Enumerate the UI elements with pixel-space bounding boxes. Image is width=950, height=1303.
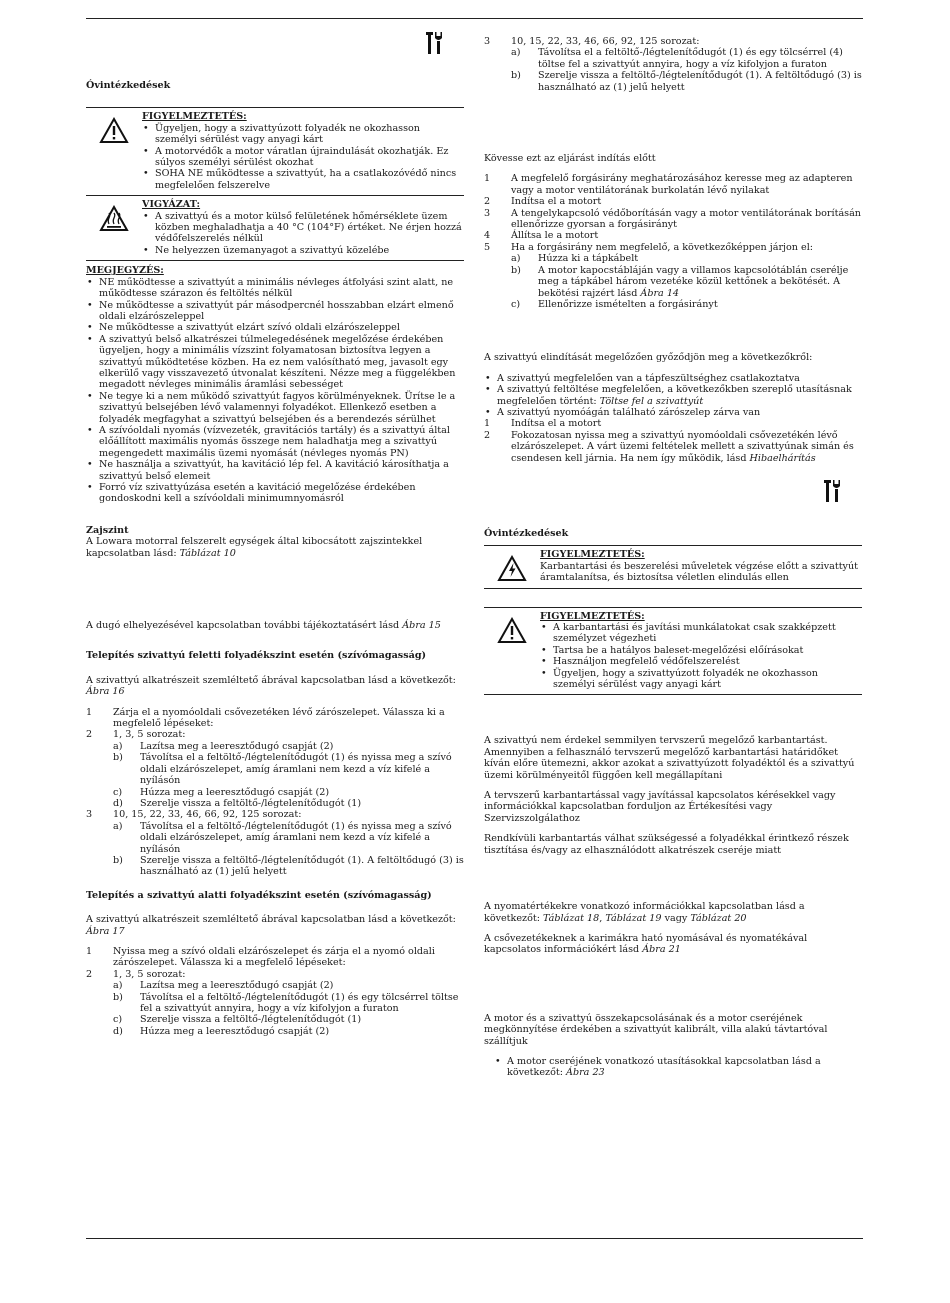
torque-paragraph: A nyomatértékekre vonatkozó információkkal kapcsolatban lásd a következőt: Táblázat 18, Táblázat 19 vagy Táblázat 20	[484, 901, 805, 924]
note-item: • Ne használja a szivattyút, ha kavitáció lép fel. A kavitáció károsíthatja a szivattyú belső elemeit	[86, 459, 464, 482]
step-item: 2 1, 3, 5 sorozat: a) Lazítsa meg a leeresztődugó csapját (2) b) Távolítsa el a feltöltő-/légtelenítődugót (1) és nyissa meg a szívó oldali elzárószelepet, amíg áramlani nem kezd a víz kifelé a nyílásón c) Húzza meg a leeresztődugó csapját (2) d) Szerelje vissza a feltöltő-/légtelenítődugót (1)	[86, 729, 464, 809]
electrical-warning-box	[484, 545, 862, 588]
step-item: 2 1, 3, 5 sorozat: a) Lazítsa meg a leeresztődugó csapját (2) b) Távolítsa el a feltöltő-/légtelenítődugót (1) és egy tölcsérrel töltse fel a szivattyút annyira, hogy a víz kifolyjon a furaton c) Szerelje vissza a feltöltő-/légtelenítődugót (1) d) Húzza meg a leeresztődugó csapját (2)	[86, 969, 464, 1037]
step-item: 3 A tengelykapcsoló védőborításán vagy a motor ventilátorának borításán ellenőrizze gyorsan a forgásirányt	[484, 207, 861, 231]
step-item: 2 Fokozatosan nyissa meg a szivattyú nyomóoldali csővezetékén lévő elzárószelepet. A várt üzemi feltételek mellett a szivattyúnak simán és csendesen kell járnia. Ha nem így működik, lásd Hibaelhárítás	[484, 429, 854, 464]
install-below-steps	[86, 946, 464, 1037]
note-title: MEGJEGYZÉS:	[86, 265, 164, 277]
plug-ref-link[interactable]: Ábra 15	[402, 620, 441, 632]
install-above-ref-link[interactable]: Ábra 16	[86, 686, 125, 698]
install-below-heading: Telepítés a szivattyú alatti folyadékszint esetén (szívómagasság)	[86, 889, 432, 901]
maintenance-paragraph: A tervszerű karbantartással vagy javítással kapcsolatos kérésekkel vagy információkkal kapcsolatban forduljon az Értékesítési vagy Szervizszolgálathoz	[484, 790, 836, 824]
substep-item: b) Szerelje vissza a feltöltő-/légtelenítődugót (1). A feltöltődugó (3) is használható az (1) jelű helyett	[511, 70, 862, 93]
warning-box	[86, 107, 464, 196]
rotation-steps	[484, 173, 862, 310]
substep-item: a) Távolítsa el a feltöltő-/légtelenítődugót (1) és egy tölcsérrel (4) töltse fel a szivattyút annyira, hogy a víz kifolyjon a furaton	[511, 47, 843, 70]
warning-item: • A motorvédők a motor váratlan újraindulását okozhatják. Ez súlyos személyi sérülést okozhat	[142, 146, 464, 169]
substep-item: c) Húzza meg a leeresztődugó csapját (2)	[113, 786, 330, 798]
step-item: 1 Nyissa meg a szívó oldali elzárószelepet és zárja el a nyomó oldali zárószelepet. Válassza ki a megfelelő lépéseket:	[86, 945, 435, 969]
substep-item: d) Húzza meg a leeresztődugó csapját (2)	[113, 1025, 330, 1037]
warning-text: Karbantartási és beszerelési műveletek végzése előtt a szivattyút áramtalanítsa, és biztosítsa véletlen elindulás ellen	[540, 560, 859, 584]
check-item: • A szivattyú nyomóágán található zárószelep zárva van	[484, 407, 862, 418]
note-item: • Ne tegye ki a nem működő szivattyút fagyos körülményeknek. Ürítse le a szivattyú belsejében lévő valamennyi folyadékot. Ellenkező esetben a folyadék megfagyhat a szivattyú belsejében és a berendezés sérülhet	[86, 391, 464, 425]
substep-item: d) Szerelje vissza a feltöltő-/légtelenítődugót (1)	[113, 797, 362, 809]
check-item: • A szivattyú megfelelően van a tápfeszültséghez csatlakoztatva	[484, 373, 862, 384]
noise-ref-link[interactable]: Táblázat 10	[179, 547, 236, 559]
note-item: • NE működtesse a szivattyút a minimális névleges átfolyási szint alatt, ne működtesse szárazon és feltöltés nélkül	[86, 277, 464, 300]
caution-item: • A szivattyú és a motor külső felületének hőmérséklete üzem közben meghaladhatja a 40 °C (104°F) értéket. Ne érjen hozzá védőfelszerelés nélkül	[142, 211, 464, 245]
torque-ref-link[interactable]: Táblázat 19	[605, 912, 662, 924]
note-item: • Forró víz szivattyúzása esetén a kavitáció megelőzése érdekében gondoskodni kell a szívóoldali minimumnyomásról	[86, 482, 464, 505]
warning-title: FIGYELMEZTETÉS:	[142, 111, 247, 123]
bottom-rule	[86, 1238, 863, 1239]
substep-item: a) Lazítsa meg a leeresztődugó csapját (2)	[113, 980, 334, 992]
step-item: 3 10, 15, 22, 33, 46, 66, 92, 125 sorozat: a) Távolítsa el a feltöltő-/légtelenítődugót (1) és nyissa meg a szívó oldali elzárószelepet, amíg áramlani nem kezd a víz kifelé a nyílásón b) Szerelje vissza a feltöltő-/légtelenítődugót (1). A feltöltődugó (3) is használható az (1) jelű helyett	[86, 809, 464, 878]
install-above-intro: A szivattyú alkatrészeit szemléltető ábrával kapcsolatban lásd a következőt: Ábra 16	[86, 674, 456, 698]
pipe-load-ref-link[interactable]: Ábra 21	[642, 944, 681, 956]
warning-title: FIGYELMEZTETÉS:	[540, 610, 645, 622]
maintenance-paragraph: Rendkívüli karbantartás válhat szükségessé a folyadékkal érintkező részek tisztítása és/vagy az elhasználódott alkatrészek cseréje miatt	[484, 833, 849, 856]
troubleshooting-ref-link[interactable]: Hibaelhárítás	[749, 452, 816, 464]
warning-item: • Használjon megfelelő védőfelszerelést	[540, 656, 862, 667]
substep-item: a) Távolítsa el a feltöltő-/légtelenítődugót (1) és nyissa meg a szívó oldali elzárószelepet, amíg áramlani nem kezd a víz kifelé a nyílásón	[113, 820, 452, 855]
precautions-heading: Óvintézkedések	[86, 80, 171, 91]
substep-item: b) Távolítsa el a feltöltő-/légtelenítődugót (1) és nyissa meg a szívó oldali elzárószelepet, amíg áramlani nem kezd a víz kifelé a nyílásón	[113, 752, 452, 787]
note-item: • Ne működtesse a szivattyút pár másodpercnél hosszabban elzárt elmenő oldali elzárószeleppel	[86, 300, 464, 323]
tools-icon	[86, 30, 464, 70]
substep-item: b) A motor kapocstábláján vagy a villamos kapcsolótáblán cserélje meg a tápkábel három vezetéke közül kettőnek a bekötését. A bekötési rajzért lásd Ábra 14	[511, 264, 849, 299]
note-item: • Ne működtesse a szivattyút elzárt szívó oldali elzárószeleppel	[86, 322, 464, 333]
install-above-heading: Telepítés szivattyú feletti folyadékszint esetén (szívómagasság)	[86, 650, 427, 662]
substep-item: c) Szerelje vissza a feltöltő-/légtelenítődugót (1)	[113, 1014, 362, 1026]
caution-box	[86, 196, 464, 261]
caution-item: • Ne helyezzen üzemanyagot a szivattyú közelébe	[142, 245, 464, 256]
warning-item: • A karbantartási és javítási munkálatokat csak szakképzett személyzet végezheti	[540, 622, 862, 645]
step-item: 1 Indítsa el a motort	[484, 418, 602, 430]
caution-title: VIGYÁZAT:	[142, 199, 201, 211]
noise-heading: Zajszint	[86, 524, 129, 536]
substep-item: a) Lazítsa meg a leeresztődugó csapját (2)	[113, 740, 334, 752]
step-item: 4 Állítsa le a motort	[484, 230, 599, 242]
plug-paragraph: A dugó elhelyezésével kapcsolatban további tájékoztatásért lásd Ábra 15	[86, 620, 441, 632]
startup-steps	[484, 418, 862, 464]
warning-item: • SOHA NE működtesse a szivattyút, ha a csatlakozóvédő nincs megfelelően felszerelve	[142, 168, 464, 191]
pipe-load-paragraph: A csővezetékeknek a karimákra ható nyomásával és nyomatékával kapcsolatos információkért lásd Ábra 21	[484, 932, 808, 956]
substep-item: b) Szerelje vissza a feltöltő-/légtelenítődugót (1). A feltöltődugó (3) is használható az (1) jelű helyett	[113, 854, 464, 878]
torque-ref-link[interactable]: Táblázat 20	[690, 912, 747, 924]
motor-bullet-item: • A motor cseréjének vonatkozó utasításokkal kapcsolatban lásd a következőt: Ábra 23	[494, 1056, 862, 1079]
warning-item: • Ügyeljen, hogy a szivattyúzott folyadék ne okozhasson személyi sérülést vagy anyagi kárt	[142, 123, 464, 146]
warning-item: • Ügyeljen, hogy a szivattyúzott folyadék ne okozhasson személyi sérülést vagy anyagi kárt	[540, 668, 862, 691]
install-above-steps	[86, 707, 464, 878]
maintenance-warning-box	[484, 607, 862, 696]
top-rule	[86, 18, 863, 19]
step-item: 1 A megfelelő forgásirány meghatározásához keresse meg az adapteren vagy a motor ventilátorának burkolatán lévő nyilakat	[484, 173, 853, 196]
noise-paragraph: A Lowara motorral felszerelt egységek által kibocsátott zajszintekkel kapcsolatban lásd: Táblázat 10	[86, 536, 423, 559]
step-item: 2 Indítsa el a motort	[484, 196, 602, 208]
note-item: • A szivattyú belső alkatrészei túlmelegedésének megelőzése érdekében ügyeljen, hogy a minimális vízszint folyamatosan biztosítva legyen a szivattyú működtetése közben. Ha ez nem valósítható meg, javasolt egy elkerülő vagy visszavezető útvonalat készíteni. Nézze meg a függelékben megadott névleges minimális áramlási sebességet	[86, 334, 464, 391]
warning-item: • Tartsa be a hatályos baleset-megelőzési előírásokat	[540, 645, 862, 656]
right-column	[484, 36, 862, 1079]
tools-icon	[484, 478, 862, 518]
note-item: • A szívóoldali nyomás (vízvezeték, gravitációs tartály) és a szivattyú által előállított maximális nyomás összege nem haladhatja meg a szivattyú megengedett maximális üzemi nyomását (névleges nyomás PN)	[86, 425, 464, 459]
note-block	[86, 263, 464, 505]
substep-item: a) Húzza ki a tápkábelt	[511, 253, 639, 265]
left-column	[86, 30, 464, 1037]
warning-title: FIGYELMEZTETÉS:	[540, 549, 645, 561]
install-below-ref-link[interactable]: Ábra 17	[86, 925, 125, 937]
electrical-hazard-icon	[484, 549, 540, 583]
startup-intro: A szivattyú elindítását megelőzően győződjön meg a következőkről:	[484, 352, 813, 364]
step-item: 5 Ha a forgásirány nem megfelelő, a következőképpen járjon el: a) Húzza ki a tápkábelt b) A motor kapocstábláján vagy a villamos kapcsolótáblán cserélje meg a tápkábel három vezetéke közül kettőnek a bekötését. A bekötési rajzért lásd Ábra 14 c) Ellenőrizze ismételten a forgásirányt	[484, 242, 862, 310]
motor-paragraph: A motor és a szivattyú összekapcsolásának és a motor cseréjének megkönnyítése érdekében a szivattyút kalibrált, villa alakú távtartóval szállítjuk	[484, 1012, 828, 1047]
maintenance-paragraph: A szivattyú nem érdekel semmilyen tervszerű megelőző karbantartást. Amennyiben a felhasználó tervszerű megelőző karbantartási határidőket kíván előre ütemezni, akkor azokat a szivattyúzott folyadéktól és a szivattyú üzemi körülményeitől függően kell megállapítani	[484, 735, 855, 781]
warning-triangle-icon	[484, 611, 540, 691]
precautions-heading: Óvintézkedések	[484, 527, 569, 539]
hot-surface-icon	[86, 199, 142, 256]
rotation-intro: Kövesse ezt az eljárást indítás előtt	[484, 153, 656, 165]
install-below-intro: A szivattyú alkatrészeit szemléltető ábrával kapcsolatban lásd a következőt: Ábra 17	[86, 914, 456, 937]
torque-ref-link[interactable]: Táblázat 18	[543, 912, 600, 924]
step-item: 1 Zárja el a nyomóoldali csővezetéken lévő zárószelepet. Válassza ki a megfelelő lépéseket:	[86, 706, 445, 730]
startup-checklist	[484, 373, 862, 419]
priming-ref-link[interactable]: Töltse fel a szivattyút	[599, 395, 704, 407]
continued-steps	[484, 36, 862, 93]
step-item: 3 10, 15, 22, 33, 46, 66, 92, 125 sorozat: a) Távolítsa el a feltöltő-/légtelenítődugót (1) és egy tölcsérrel (4) töltse fel a szivattyút annyira, hogy a víz kifolyjon a furaton b) Szerelje vissza a feltöltő-/légtelenítődugót (1). A feltöltődugó (3) is használható az (1) jelű helyett	[484, 36, 862, 93]
substep-item: b) Távolítsa el a feltöltő-/légtelenítődugót (1) és egy tölcsérrel töltse fel a szivattyút annyira, hogy a víz kifolyjon a furaton	[113, 991, 459, 1014]
substep-item: c) Ellenőrizze ismételten a forgásirányt	[511, 298, 718, 310]
wiring-ref-link[interactable]: Ábra 14	[640, 287, 680, 299]
check-item: • A szivattyú feltöltése megfelelően, a következőkben szereplő utasításnak megfelelően történt: Töltse fel a szivattyút	[484, 384, 862, 407]
warning-triangle-icon	[86, 111, 142, 191]
motor-bullets	[484, 1056, 862, 1079]
motor-ref-link[interactable]: Ábra 23	[566, 1067, 605, 1079]
